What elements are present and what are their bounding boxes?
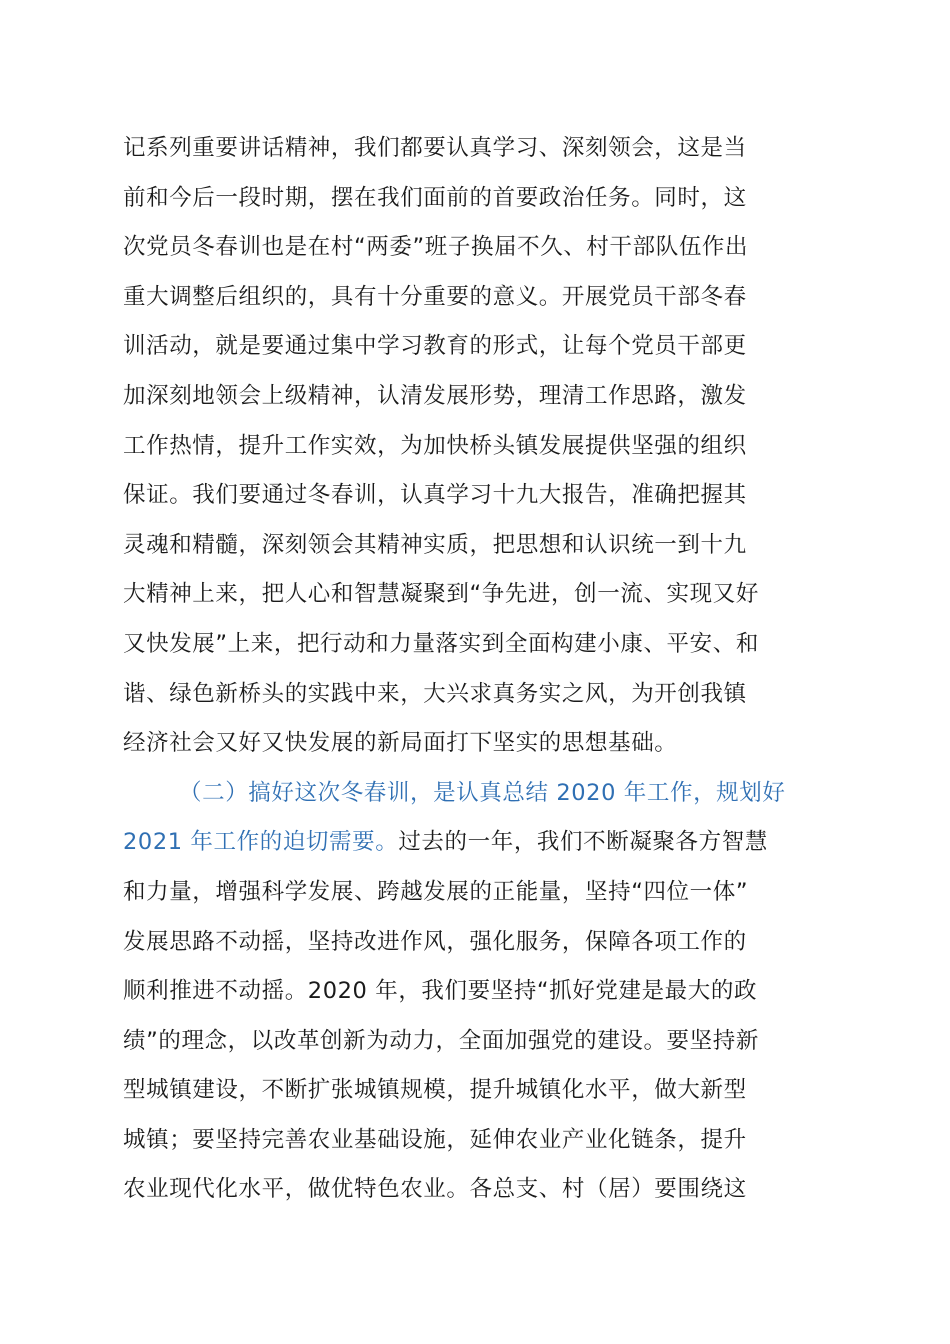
text-line: 大精神上来，把人心和智慧凝聚到“争先进，创一流、实现又好: [123, 581, 759, 608]
text-line: 次党员冬春训也是在村“两委”班子换届不久、村干部队伍作出: [123, 234, 749, 261]
text-line: 记系列重要讲话精神，我们都要认真学习、深刻领会，这是当: [123, 135, 747, 161]
text-line: 谐、绿色新桥头的实践中来，大兴求真务实之风，为开创我镇: [123, 680, 747, 707]
text-line: 型城镇建设，不断扩张城镇规模，提升城镇化水平，做大新型: [123, 1077, 747, 1104]
text-line: 又快发展”上来，把行动和力量落实到全面构建小康、平安、和: [123, 630, 759, 657]
text-line: 训活动，就是要通过集中学习教育的形式，让每个党员干部更: [123, 333, 747, 360]
text-line: 经济社会又好又快发展的新局面打下坚实的思想基础。: [123, 730, 678, 757]
section-heading-continuation: 过去的一年，我们不断凝聚各方智慧: [398, 829, 768, 856]
text-line: 前和今后一段时期，摆在我们面前的首要政治任务。同时，这: [123, 184, 747, 211]
text-line: 保证。我们要通过冬春训，认真学习十九大报告，准确把握其: [123, 482, 747, 509]
text-line: 发展思路不动摇，坚持改进作风，强化服务，保障各项工作的: [123, 928, 747, 955]
section-heading-line-2: [123, 818, 843, 868]
text-line: 工作热情，提升工作实效，为加快桥头镇发展提供坚强的组织: [123, 432, 747, 459]
text-line: 灵魂和精髓，深刻领会其精神实质，把思想和认识统一到十九: [123, 531, 747, 558]
text-line: 和力量，增强科学发展、跨越发展的正能量，坚持“四位一体”: [123, 878, 749, 905]
section-heading-emphasis: 2021 年工作的迫切需要。: [123, 829, 399, 856]
body-text: [123, 124, 843, 1215]
text-line: 农业现代化水平，做优特色农业。各总支、村（居）要围绕这: [123, 1176, 747, 1203]
section-heading-line-1: （二）搞好这次冬春训，是认真总结 2020 年工作，规划好: [179, 779, 786, 806]
text-line: 顺利推进不动摇。2020 年，我们要坚持“抓好党建是最大的政: [123, 978, 758, 1005]
text-line: 城镇；要坚持完善农业基础设施，延伸农业产业化链条，提升: [123, 1126, 747, 1153]
text-line: 绩”的理念，以改革创新为动力，全面加强党的建设。要坚持新: [123, 1027, 759, 1054]
text-line: 加深刻地领会上级精神，认清发展形势，理清工作思路，激发: [123, 382, 747, 409]
text-line: 重大调整后组织的，具有十分重要的意义。开展党员干部冬春: [123, 283, 747, 310]
